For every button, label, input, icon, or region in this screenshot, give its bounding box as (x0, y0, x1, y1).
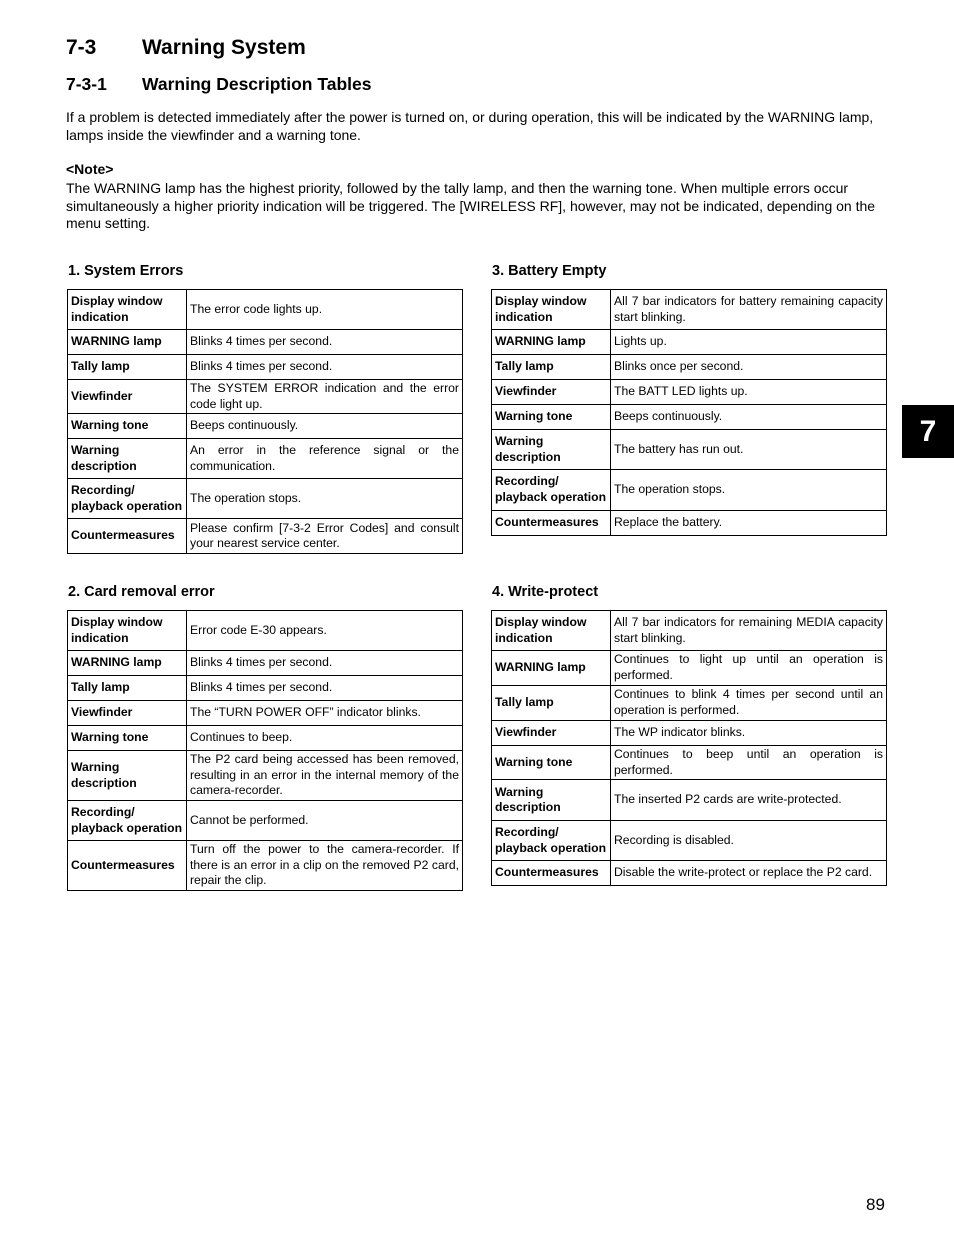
row-value: Error code E-30 appears. (187, 611, 463, 651)
row-label: Warning description (492, 430, 611, 470)
row-value: An error in the reference signal or the communication. (187, 439, 463, 479)
row-value: Beeps continuously. (611, 405, 887, 430)
row-value: Recording is disabled. (611, 821, 887, 861)
subsection-heading (66, 74, 371, 95)
page-number: 89 (866, 1195, 885, 1214)
row-label: WARNING lamp (492, 651, 611, 686)
row-label: Warning tone (492, 746, 611, 780)
table-row (68, 701, 463, 726)
table-row (492, 470, 887, 511)
table-row (68, 801, 463, 841)
row-label: Warning tone (68, 726, 187, 751)
table-row (68, 611, 463, 651)
row-label: Warning description (68, 751, 187, 801)
row-value: The BATT LED lights up. (611, 380, 887, 405)
write-protect-section (491, 584, 887, 886)
table-row (492, 821, 887, 861)
table-row (492, 611, 887, 651)
table-row (68, 355, 463, 380)
row-value: Continues to light up until an operation is performed. (611, 651, 887, 686)
row-value: Blinks once per second. (611, 355, 887, 380)
table-row (492, 686, 887, 721)
section-table-title: 1. System Errors (68, 263, 184, 279)
row-label: Display window indication (492, 611, 611, 651)
row-value: The battery has run out. (611, 430, 887, 470)
table-row (492, 511, 887, 536)
section-table-title: 2. Card removal error (68, 584, 215, 600)
intro-paragraph: If a problem is detected immediately after the power is turned on, or during operation, this will be indicated by the WARNING lamp, lamps inside the viewfinder and a warning tone. (66, 109, 874, 143)
row-value: Blinks 4 times per second. (187, 330, 463, 355)
section-table-title: 4. Write-protect (492, 584, 599, 600)
row-value: Beeps continuously. (187, 414, 463, 439)
row-label: Recording/ playback operation (68, 801, 187, 841)
table-row (68, 414, 463, 439)
chapter-tab: 7 (902, 405, 954, 458)
table-row (492, 721, 887, 746)
row-value: The WP indicator blinks. (611, 721, 887, 746)
row-value: Turn off the power to the camera-recorder. If there is an error in a clip on the removed P2 card, repair the clip. (187, 841, 463, 891)
subsection-title: Warning Description Tables (142, 74, 372, 94)
row-label: Tally lamp (68, 355, 187, 380)
table-row (492, 290, 887, 330)
row-value: Continues to beep. (187, 726, 463, 751)
section-table-title: 3. Battery Empty (492, 263, 607, 279)
row-label: Viewfinder (492, 380, 611, 405)
row-value: The operation stops. (611, 470, 887, 511)
row-value: Continues to beep until an operation is performed. (611, 746, 887, 780)
section-number: 7-3 (66, 36, 97, 59)
table-row (68, 726, 463, 751)
write-protect-table (491, 610, 887, 886)
row-label: Warning description (492, 780, 611, 821)
table-row (68, 439, 463, 479)
row-label: Viewfinder (492, 721, 611, 746)
row-label: Display window indication (492, 290, 611, 330)
table-row (68, 330, 463, 355)
section-title: Warning System (142, 36, 306, 59)
table-row (492, 746, 887, 780)
row-label: Viewfinder (68, 701, 187, 726)
row-label: Viewfinder (68, 380, 187, 414)
table-row (492, 430, 887, 470)
row-value: Please confirm [7-3-2 Error Codes] and consult your nearest service center. (187, 519, 463, 554)
row-value: Disable the write-protect or replace the P2 card. (611, 861, 887, 886)
row-label: Tally lamp (68, 676, 187, 701)
card-removal-error-table (67, 610, 463, 891)
row-value: Blinks 4 times per second. (187, 676, 463, 701)
row-value: The operation stops. (187, 479, 463, 519)
row-label: WARNING lamp (68, 651, 187, 676)
row-label: Tally lamp (492, 686, 611, 721)
table-row (492, 355, 887, 380)
row-label: Display window indication (68, 290, 187, 330)
table-row (68, 841, 463, 891)
row-label: WARNING lamp (68, 330, 187, 355)
battery-empty-section (491, 263, 887, 536)
row-label: Warning tone (68, 414, 187, 439)
row-label: Tally lamp (492, 355, 611, 380)
row-label: Recording/ playback operation (492, 821, 611, 861)
table-row (492, 405, 887, 430)
table-row (68, 380, 463, 414)
row-value: The SYSTEM ERROR indication and the error code light up. (187, 380, 463, 414)
table-row (68, 479, 463, 519)
row-label: Recording/ playback operation (492, 470, 611, 511)
system-errors-table (67, 289, 463, 554)
row-value: Continues to blink 4 times per second until an operation is performed. (611, 686, 887, 721)
row-value: The error code lights up. (187, 290, 463, 330)
row-label: Countermeasures (492, 511, 611, 536)
section-heading (66, 36, 306, 60)
row-label: WARNING lamp (492, 330, 611, 355)
row-value: The inserted P2 cards are write-protected. (611, 780, 887, 821)
row-label: Warning description (68, 439, 187, 479)
table-row (492, 780, 887, 821)
card-removal-error-section (67, 584, 463, 891)
note-text: The WARNING lamp has the highest priority, followed by the tally lamp, and then the warning tone. When multiple errors occur simultaneously a higher priority indication will be triggered. The [WIRELESS RF], however, may not be indicated, depending on the menu setting. (66, 180, 876, 231)
table-row (68, 676, 463, 701)
row-value: Cannot be performed. (187, 801, 463, 841)
note-label: <Note> (66, 161, 114, 177)
row-value: Lights up. (611, 330, 887, 355)
row-label: Warning tone (492, 405, 611, 430)
row-value: Blinks 4 times per second. (187, 651, 463, 676)
system-errors-section (67, 263, 463, 554)
table-row (68, 519, 463, 554)
row-label: Countermeasures (492, 861, 611, 886)
table-row (68, 751, 463, 801)
row-value: The P2 card being accessed has been removed, resulting in an error in the internal memory of the camera-recorder. (187, 751, 463, 801)
battery-empty-table (491, 289, 887, 536)
row-value: The “TURN POWER OFF” indicator blinks. (187, 701, 463, 726)
table-row (492, 330, 887, 355)
subsection-number: 7-3-1 (66, 74, 107, 94)
row-label: Display window indication (68, 611, 187, 651)
row-value: All 7 bar indicators for battery remaining capacity start blinking. (611, 290, 887, 330)
row-label: Countermeasures (68, 519, 187, 554)
row-label: Recording/ playback operation (68, 479, 187, 519)
table-row (68, 651, 463, 676)
table-row (492, 380, 887, 405)
row-value: All 7 bar indicators for remaining MEDIA capacity start blinking. (611, 611, 887, 651)
row-label: Countermeasures (68, 841, 187, 891)
table-row (492, 861, 887, 886)
row-value: Replace the battery. (611, 511, 887, 536)
table-row (492, 651, 887, 686)
table-row (68, 290, 463, 330)
row-value: Blinks 4 times per second. (187, 355, 463, 380)
